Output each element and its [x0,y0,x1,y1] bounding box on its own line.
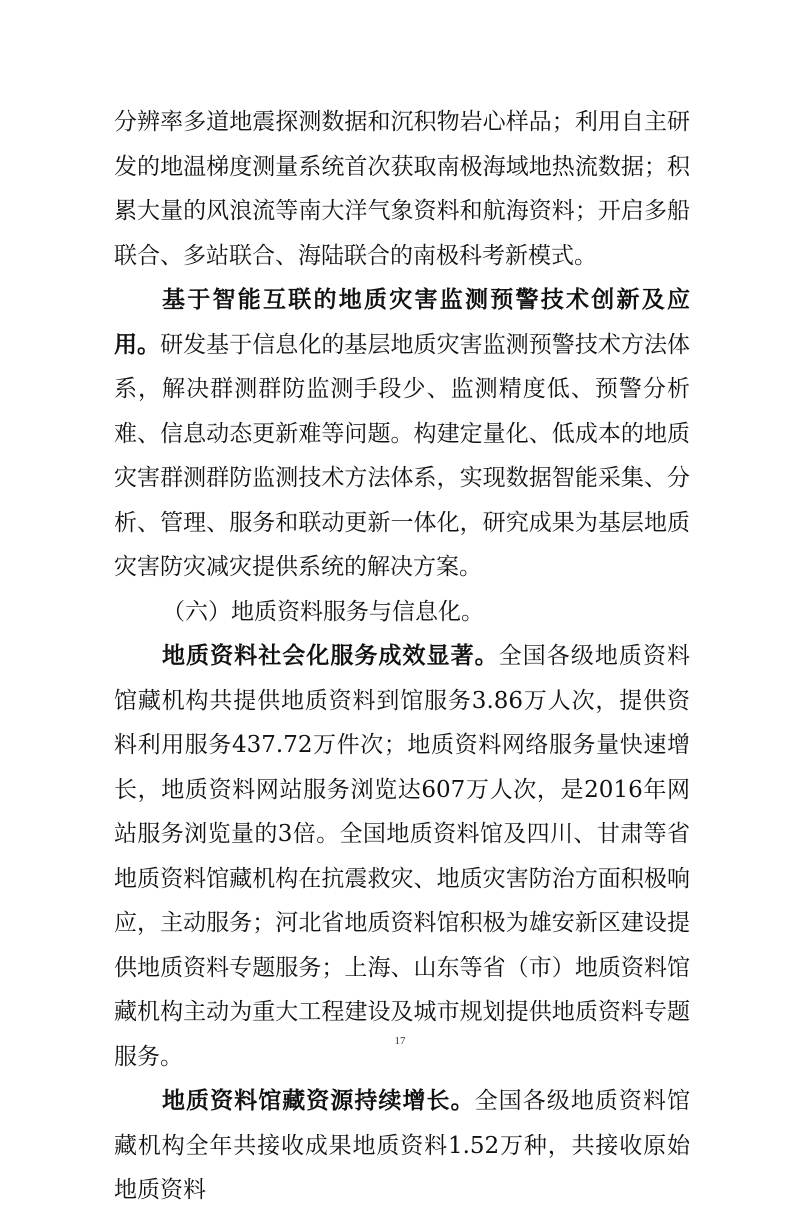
paragraph-data-services [114,634,690,1079]
paragraph-text: 全国各级地质资料馆藏机构全年共接收成果地质资料1.52万种，共接收原始地质资料 [114,1088,691,1203]
section-heading-text: （六）地质资料服务与信息化。 [162,598,484,625]
section-heading [114,590,690,635]
paragraph-holdings-growth [114,1079,690,1213]
paragraph-text: 分辨率多道地震探测数据和沉积物岩心样品；利用自主研发的地温梯度测量系统首次获取南极海域地热流数据；积累大量的风浪流等南大洋气象资料和航海资料；开启多船联合、多站联合、海陆联合的南极科考新模式。 [114,109,690,269]
paragraph-continuation [114,100,690,278]
paragraph-text: 研发基于信息化的基层地质灾害监测预警技术方法体系，解决群测群防监测手段少、监测精度低、预警分析难、信息动态更新难等问题。构建定量化、低成本的地质灾害群测群防监测技术方法体系，实现数据智能采集、分析、管理、服务和联动更新一体化，研究成果为基层地质灾害防灾减灾提供系统的解决方案。 [114,331,691,580]
paragraph-geohazard-monitoring [114,278,690,590]
paragraph-lead: 地质资料社会化服务成效显著。 [162,642,499,669]
paragraph-text: 全国各级地质资料馆藏机构共提供地质资料到馆服务3.86万人次，提供资料利用服务437.72万件次；地质资料网络服务量快速增长，地质资料网站服务浏览达607万人次，是2016年网站服务浏览量的3倍。全国地质资料馆及四川、甘肃等省地质资料馆藏机构在抗震救灾、地质灾害防治方面积极响应，主动服务；河北省地质资料馆积极为雄安新区建设提供地质资料专题服务；上海、山东等省（市）地质资料馆藏机构主动为重大工程建设及城市规划提供地质资料专题服务。 [114,643,691,1070]
page-number: 17 [394,1035,406,1047]
paragraph-lead: 基于智能互联的地质灾害监测预警技术创新及应用。 [114,286,690,358]
paragraph-lead: 地质资料馆藏资源持续增长。 [162,1087,475,1114]
